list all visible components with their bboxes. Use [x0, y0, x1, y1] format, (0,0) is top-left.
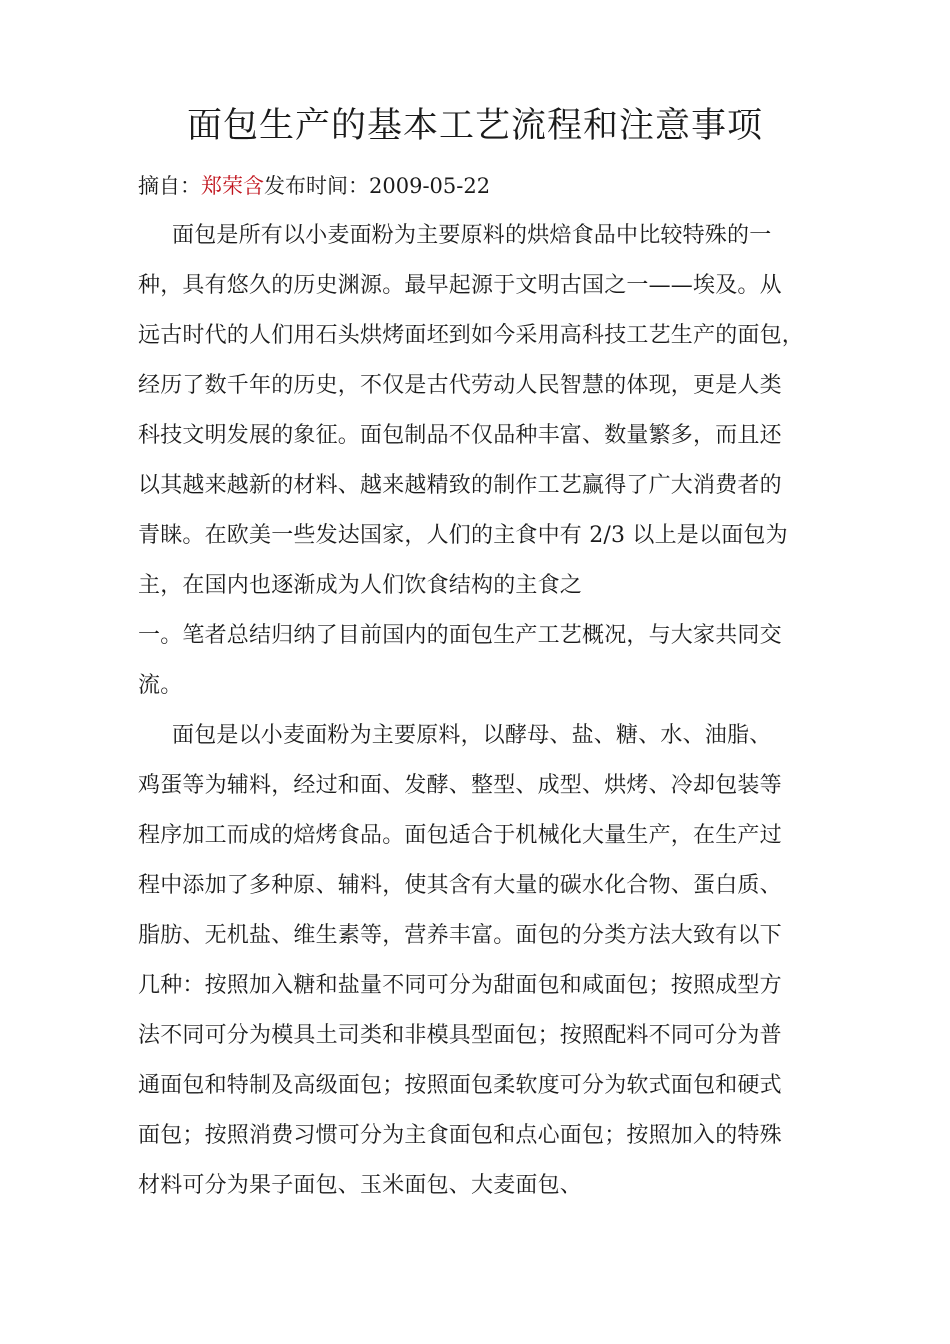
paragraph-2-line: 面包；按照消费习惯可分为主食面包和点心面包；按照加入的特殊 — [138, 1123, 782, 1148]
paragraph-2-line: 通面包和特制及高级面包；按照面包柔软度可分为软式面包和硬式 — [138, 1073, 782, 1098]
paragraph-1-line: 青睐。在欧美一些发达国家，人们的主食中有 2/3 以上是以面包为 — [138, 523, 788, 548]
paragraph-1-line: 种，具有悠久的历史渊源。最早起源于文明古国之一——埃及。从 — [138, 273, 782, 298]
paragraph-1-line: 流。 — [138, 673, 183, 698]
source-line — [138, 168, 490, 204]
paragraph-2-line: 材料可分为果子面包、玉米面包、大麦面包、 — [138, 1173, 583, 1198]
paragraph-2-line: 几种：按照加入糖和盐量不同可分为甜面包和咸面包；按照成型方 — [138, 973, 782, 998]
paragraph-1-line: 主，在国内也逐渐成为人们饮食结构的主食之 — [138, 573, 583, 598]
paragraph-1-line: 科技文明发展的象征。面包制品不仅品种丰富、数量繁多，而且还 — [138, 423, 782, 448]
paragraph-1-line: 经历了数千年的历史，不仅是古代劳动人民智慧的体现，更是人类 — [138, 373, 782, 398]
paragraph-2-line: 鸡蛋等为辅料，经过和面、发酵、整型、成型、烘烤、冷却包装等 — [138, 773, 782, 798]
source-prefix: 摘自： — [138, 174, 201, 198]
paragraph-2-line: 程中添加了多种原、辅料，使其含有大量的碳水化合物、蛋白质、 — [138, 873, 782, 898]
paragraph-2-line: 脂肪、无机盐、维生素等，营养丰富。面包的分类方法大致有以下 — [138, 923, 782, 948]
publish-date: 2009-05-22 — [369, 174, 491, 198]
document-title: 面包生产的基本工艺流程和注意事项 — [186, 106, 763, 146]
paragraph-1-line: 一。笔者总结归纳了目前国内的面包生产工艺概况，与大家共同交 — [138, 623, 782, 648]
paragraph-1-line: 面包是所有以小麦面粉为主要原料的烘焙食品中比较特殊的一 — [172, 223, 772, 248]
paragraph-2-line: 程序加工而成的焙烤食品。面包适合于机械化大量生产，在生产过 — [138, 823, 782, 848]
date-label: 发布时间： — [264, 174, 369, 198]
paragraph-1-line: 远古时代的人们用石头烘烤面坯到如今采用高科技工艺生产的面包， — [138, 323, 805, 348]
paragraph-2-line: 面包是以小麦面粉为主要原料，以酵母、盐、糖、水、油脂、 — [172, 723, 772, 748]
author-link[interactable]: 郑荣含 — [201, 174, 264, 198]
paragraph-2-line: 法不同可分为模具土司类和非模具型面包；按照配料不同可分为普 — [138, 1023, 782, 1048]
paragraph-1-line: 以其越来越新的材料、越来越精致的制作工艺赢得了广大消费者的 — [138, 473, 782, 498]
